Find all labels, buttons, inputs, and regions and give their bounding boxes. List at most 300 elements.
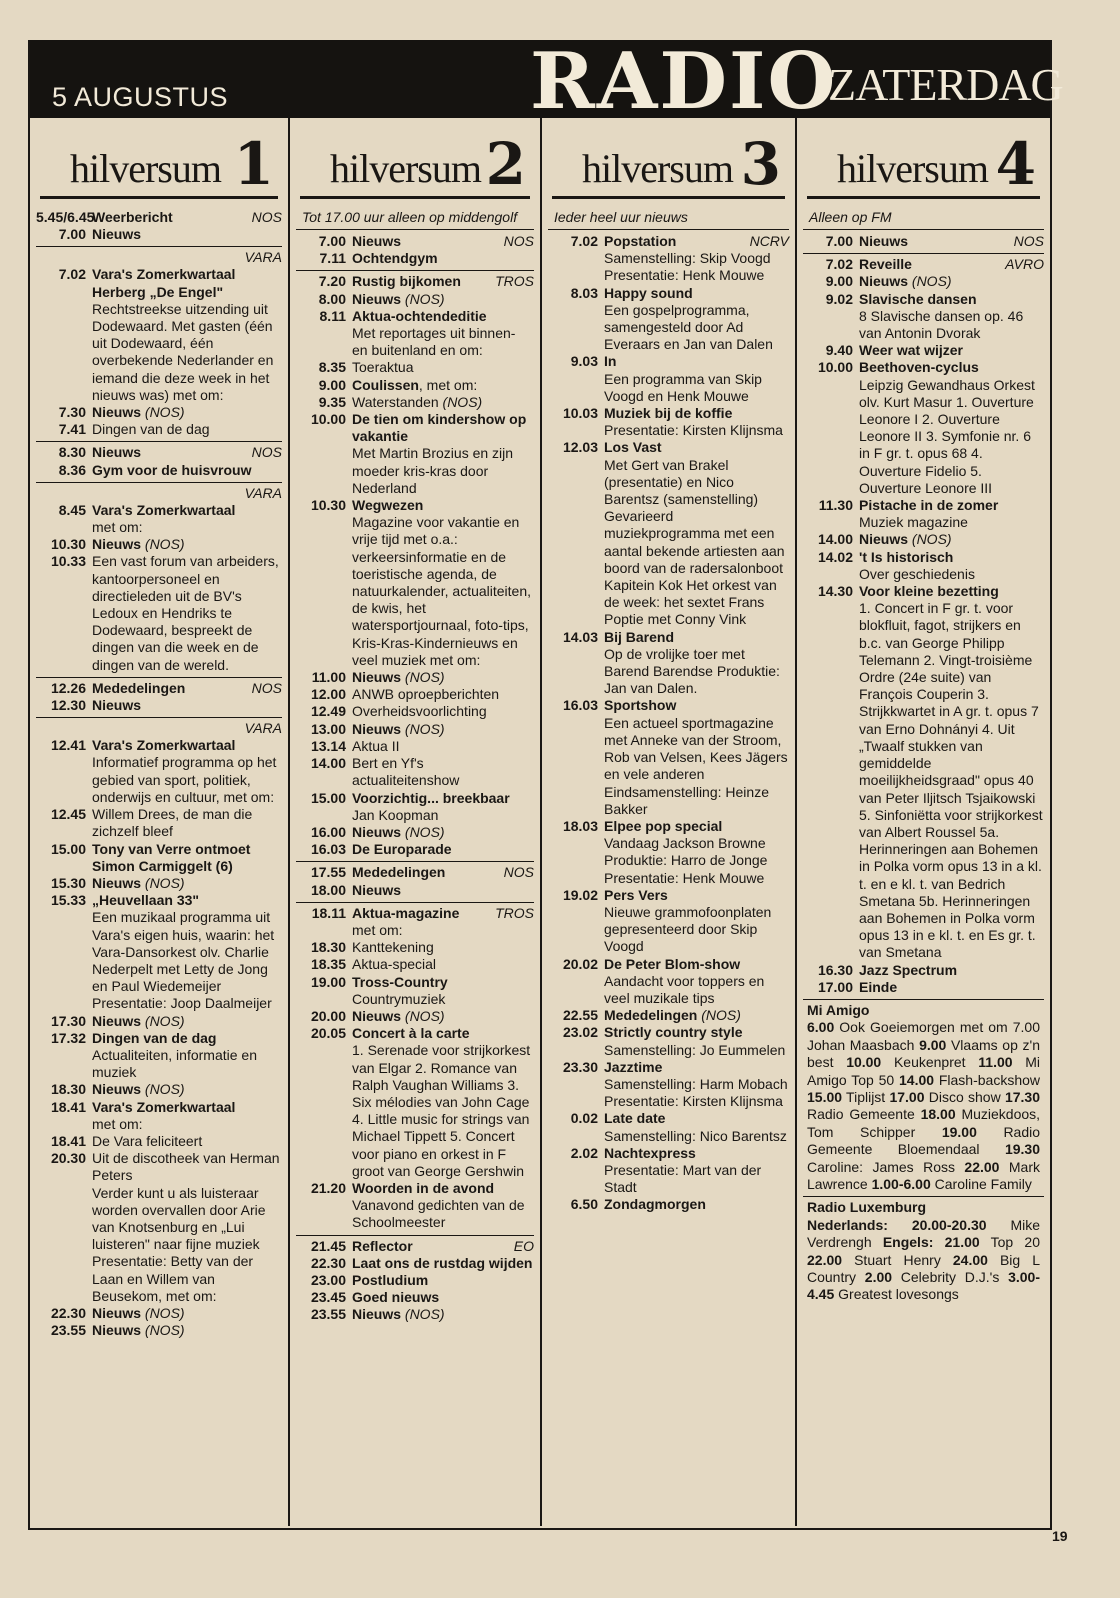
program-description: Een gospelprogramma, samengesteld door Ad Everaars en Jan van Dalen <box>604 301 773 353</box>
program-title-line <box>859 256 1044 273</box>
divider <box>36 441 282 442</box>
program-title-line <box>92 737 282 754</box>
program-title: 't Is historisch <box>859 548 954 565</box>
program-title-line <box>859 233 1044 250</box>
program-description: Over geschiedenis <box>859 565 975 582</box>
segment-program: Disco show <box>928 1088 1001 1105</box>
station-number: 3 <box>740 130 781 198</box>
program-body <box>604 1110 789 1144</box>
divider <box>36 717 282 718</box>
broadcaster-tag: NOS <box>503 864 534 881</box>
program-time: 6.50 <box>570 1196 598 1213</box>
program-source: (NOS) <box>144 874 185 891</box>
segment-time: 14.00 <box>899 1071 935 1088</box>
program-source: (NOS) <box>701 1007 741 1024</box>
program-description: 1. Serenade voor strijkorkest van Elgar 2. Romance van Ralph Vaughan Williams 3. Six mélodies van John Cage 4. Little music for strings van Michael Tippett 5. Concert voor piano en orkest in F groot van George Gershwin <box>352 1042 531 1179</box>
segment-program: Mark Lawrence <box>807 1158 1041 1192</box>
program-title-line <box>352 1272 534 1289</box>
program-time: 23.00 <box>310 1271 346 1288</box>
program-entry <box>803 962 1044 979</box>
program-title: Nieuws <box>92 444 142 461</box>
program-description: Samenstelling: Skip Voogd Presentatie: Henk Mouwe <box>604 250 771 284</box>
program-body <box>859 273 1044 290</box>
segment-program: Mike Verdrengh <box>807 1216 1040 1251</box>
program-time: 22.55 <box>562 1007 598 1024</box>
program-title: Bij Barend <box>604 628 675 645</box>
program-description: Countrymuziek <box>352 990 446 1007</box>
program-title-line <box>604 353 789 370</box>
program-entry <box>36 841 282 875</box>
divider <box>36 482 282 483</box>
program-time: 8.45 <box>58 501 86 518</box>
program-title: Concert à la carte <box>352 1025 470 1042</box>
program-title-line <box>604 818 789 835</box>
broadcaster-label: VARA <box>244 484 282 501</box>
station-schedule-paragraph <box>803 1199 1044 1303</box>
program-title-line <box>352 790 534 807</box>
program-description: Met Martin Brozius en zijn moeder kris-kras door Nederland <box>352 445 514 496</box>
program-body <box>352 1255 534 1272</box>
column-heading <box>552 118 785 199</box>
program-body <box>92 841 282 875</box>
broadcaster-tag: NOS <box>251 209 282 225</box>
program-body <box>859 233 1044 250</box>
segment-time: 6.00 <box>807 1019 835 1036</box>
program-entry <box>296 824 534 841</box>
program-description: Samenstelling: Harm Mobach Presentatie: Kirsten Klijnsma <box>604 1075 788 1110</box>
program-description: met om: <box>92 1115 143 1132</box>
program-body <box>604 1024 789 1058</box>
program-title: Beethoven-cyclus <box>859 359 979 376</box>
program-title: Happy sound <box>604 284 693 301</box>
program-body <box>604 405 789 439</box>
program-source: (NOS) <box>144 536 185 553</box>
program-entry <box>548 697 789 817</box>
program-title: Overheidsvoorlichting <box>352 703 487 720</box>
program-title: Jazz Spectrum <box>859 961 958 978</box>
program-title-line <box>92 421 282 438</box>
program-entry <box>296 721 534 738</box>
program-title-line <box>92 226 282 243</box>
program-entry <box>548 1196 789 1213</box>
program-time: 10.00 <box>817 359 853 376</box>
program-entry <box>296 291 534 308</box>
program-entry <box>36 536 282 553</box>
program-time: 0.02 <box>570 1110 598 1127</box>
program-entry <box>296 905 534 939</box>
program-body <box>604 818 789 887</box>
program-time: 17.55 <box>310 864 346 881</box>
station-name: hilversum <box>582 146 733 191</box>
program-time: 21.45 <box>310 1237 346 1254</box>
program-title-line <box>92 553 282 673</box>
program-entry <box>296 841 534 858</box>
program-source: (NOS) <box>911 531 952 548</box>
program-time: 8.00 <box>318 290 346 307</box>
program-body <box>352 273 534 290</box>
program-title-line <box>352 686 534 703</box>
segment-program: Big L Country <box>807 1251 1041 1286</box>
program-source: (NOS) <box>144 1012 185 1029</box>
program-time: 9.03 <box>570 353 598 370</box>
program-title-line <box>352 755 534 789</box>
program-title: Ochtendgym <box>352 250 438 267</box>
program-time: 11.00 <box>311 669 346 686</box>
program-title: Postludium <box>352 1271 429 1288</box>
program-entry <box>548 405 789 439</box>
program-description: 8 Slavische dansen op. 46 van Antonin Dvorak <box>859 307 1024 342</box>
station-number: 4 <box>995 130 1036 198</box>
program-source: (NOS) <box>404 669 445 686</box>
program-source: (NOS) <box>404 1007 445 1024</box>
program-entry <box>548 887 789 956</box>
program-title-line <box>859 962 1044 979</box>
program-body <box>352 411 534 497</box>
program-time: 14.02 <box>817 548 853 565</box>
program-entry <box>296 497 534 669</box>
program-time: 18.00 <box>310 881 346 898</box>
program-entry <box>36 1305 282 1322</box>
column-note: Ieder heel uur nieuws <box>548 209 789 230</box>
program-body <box>604 353 789 405</box>
program-title: Woorden in de avond <box>352 1179 495 1196</box>
program-title: De tien om kindershow op vakantie <box>352 411 527 445</box>
station-name: hilversum <box>330 146 481 191</box>
segment-program: Keukenpret <box>893 1054 966 1071</box>
program-description: Met Gert van Brakel (presentatie) en Nico Barentsz (samenstelling) Gevarieerd muziekprogramma met een aantal bekende artiesten aan boord van de radersalonboot Kapitein Kok Het orkest van de week: het sextet Frans Poptie met Conny Vink <box>604 456 785 628</box>
program-title: De Peter Blom-show <box>604 955 741 972</box>
program-entry <box>296 394 534 411</box>
program-title-line <box>352 1238 534 1255</box>
program-body <box>92 1081 282 1098</box>
program-entry <box>548 353 789 405</box>
program-body <box>859 497 1044 531</box>
program-body <box>352 233 534 250</box>
program-title: Einde <box>859 978 898 995</box>
column-heading <box>40 118 278 199</box>
program-entry <box>296 1025 534 1180</box>
program-title: Coulissen <box>352 376 419 393</box>
program-entry <box>296 755 534 789</box>
program-entry <box>36 421 282 438</box>
program-body <box>352 755 534 789</box>
program-title-line <box>92 1030 282 1047</box>
divider <box>803 999 1044 1000</box>
program-body <box>92 892 282 1012</box>
divider <box>36 677 282 678</box>
program-time: 20.00 <box>310 1007 346 1024</box>
program-title-line <box>352 974 534 991</box>
program-title-line <box>352 250 534 267</box>
program-title: Nieuws <box>352 823 402 840</box>
program-title-line <box>352 1255 534 1272</box>
program-time: 8.35 <box>318 359 346 376</box>
program-title-line <box>92 697 282 714</box>
program-body <box>859 256 1044 273</box>
program-title-line <box>604 1110 789 1127</box>
program-time: 17.32 <box>50 1029 86 1046</box>
program-body <box>352 359 534 376</box>
program-time: 10.33 <box>50 553 86 570</box>
program-title-line <box>92 1322 282 1339</box>
program-title: Aktua-special <box>352 956 437 973</box>
program-entry <box>296 1238 534 1255</box>
program-title-line <box>859 583 1044 600</box>
program-time: 21.20 <box>310 1179 346 1196</box>
program-time: 7.20 <box>318 273 346 290</box>
program-description: 1. Concert in F gr. t. voor blokfluit, fagot, strijkers en b.c. van George Philipp Telemann 2. Vingt-troisième Ordre (24e suite) van François Couperin 3. Strijkkwartet in A gr. t. opus 7 van Erno Dohnányi 4. Uit „Twaalf stukken van gemiddelde moeilijkheidsgraad" opus 40 van Peter Iljitsch Tsjaikowski 5. Sinfoniëtta voor strijkorkest van Albert Roussel 5a. Herinneringen aan Bohemen in Polka vorm opus 13 in a kl. t. en e kl. t. van Bedrich Smetana 5b. Herinneringen aan Bohemen in Polka vorm opus 13 in e kl. t. en Es gr. t. van Smetana <box>859 600 1043 961</box>
program-entry <box>36 1013 282 1030</box>
program-title-line <box>352 411 534 445</box>
divider <box>296 861 534 862</box>
program-description: Rechtstreekse uitzending uit Dodewaard. Met gasten (één uit Dodewaard, één overbekende Nederlander en iemand die deze week in het nieuws was) met om: <box>92 300 274 403</box>
program-title: Sportshow <box>604 697 677 714</box>
divider <box>296 270 534 271</box>
program-title: Nieuws <box>352 233 402 249</box>
paragraph-title: Mi Amigo <box>807 1001 870 1018</box>
station-schedule-paragraph <box>803 1002 1044 1193</box>
program-time: 20.02 <box>562 955 598 972</box>
program-body <box>859 549 1044 583</box>
station-column-hilversum-4 <box>797 118 1050 1526</box>
program-title: Popstation <box>604 233 677 249</box>
program-time: 13.14 <box>310 737 346 754</box>
program-entry <box>296 790 534 824</box>
program-title-line <box>352 939 534 956</box>
program-entry <box>36 553 282 673</box>
program-title: Voorzichtig... breekbaar <box>352 789 510 806</box>
program-body <box>352 497 534 669</box>
program-source: (NOS) <box>404 290 445 307</box>
divider <box>296 902 534 903</box>
program-body <box>92 1322 282 1339</box>
program-title-line <box>352 956 534 973</box>
program-description: Jan Koopman <box>352 806 439 823</box>
program-title: Tony van Verre ontmoet Simon Carmiggelt (6) <box>92 840 251 874</box>
segment-time: 17.30 <box>1004 1088 1040 1105</box>
program-body <box>92 1099 282 1133</box>
program-description: Verder kunt u als luisteraar worden overvallen door Arie van Knotsenburg en „Lui luisteren" naar fijne muziek Presentatie: Betty van der Laan en Willem van Beusekom, met om: <box>92 1184 266 1304</box>
program-body <box>92 737 282 806</box>
column-note: Alleen op FM <box>803 209 1044 230</box>
broadcaster-tag: AVRO <box>1005 256 1044 273</box>
program-time: 12.00 <box>310 686 346 703</box>
program-time: 15.33 <box>50 892 86 909</box>
program-entry <box>36 1081 282 1098</box>
program-body <box>92 553 282 673</box>
program-title-line <box>352 841 534 858</box>
program-title: Nieuws <box>92 874 142 891</box>
program-time: 7.02 <box>58 266 86 283</box>
program-title-line <box>352 864 534 881</box>
program-entry <box>803 549 1044 583</box>
segment-time: 22.00 <box>807 1251 843 1268</box>
segment-time: 22.00 <box>964 1158 1000 1175</box>
program-title-line <box>352 824 534 841</box>
program-title-line <box>352 359 534 376</box>
program-description: Op de vrolijke toer met Barend Barendse Produktie: Jan van Dalen. <box>604 645 780 697</box>
program-title: Weerbericht <box>92 209 173 225</box>
segment-time: 10.00 <box>846 1054 882 1071</box>
program-body <box>352 1272 534 1289</box>
program-body <box>92 404 282 421</box>
program-description: Informatief programma op het gebied van sport, politiek, onderwijs en cultuur, met om: <box>92 754 277 805</box>
segment-time: 19.00 <box>941 1123 977 1140</box>
program-title: Strictly country style <box>604 1024 743 1041</box>
program-source: (NOS) <box>144 404 185 421</box>
program-entry <box>296 686 534 703</box>
segment-time: 2.00 <box>864 1269 893 1286</box>
broadcaster-tag: NCRV <box>749 233 789 249</box>
program-title: Weer wat wijzer <box>859 342 964 359</box>
program-title-suffix: , met om: <box>418 376 478 393</box>
program-title: Dingen van de dag <box>92 421 210 438</box>
program-time: 23.02 <box>562 1024 598 1041</box>
program-title: Mededelingen <box>92 679 186 696</box>
program-description: Presentatie: Kirsten Klijnsma <box>604 422 783 439</box>
program-description: Vandaag Jackson Browne Produktie: Harro de Jonge Presentatie: Henk Mouwe <box>604 835 768 886</box>
program-title-line <box>352 1289 534 1306</box>
program-title: Willem Drees, de man die zichzelf bleef <box>92 806 253 840</box>
program-entry <box>36 892 282 1012</box>
program-title-line <box>352 703 534 720</box>
program-title: Zondagmorgen <box>604 1196 706 1213</box>
program-entry <box>36 444 282 461</box>
program-title: Nieuws <box>92 1012 142 1029</box>
segment-program: Radio Gemeente <box>807 1106 915 1123</box>
program-title: Pers Vers <box>604 886 668 903</box>
segment-time: Engels: <box>882 1234 934 1251</box>
program-source: (NOS) <box>442 393 483 410</box>
program-entry <box>296 359 534 376</box>
program-title: Nieuws <box>352 669 402 686</box>
program-entry <box>36 404 282 421</box>
program-body <box>352 841 534 858</box>
program-body <box>92 1013 282 1030</box>
program-entry <box>296 250 534 267</box>
program-time: 18.11 <box>311 904 346 921</box>
program-title: Nieuws <box>859 531 909 548</box>
column-heading <box>807 118 1040 199</box>
broadcaster-tag: NOS <box>1013 233 1044 249</box>
program-title-line <box>352 669 534 686</box>
program-title-line <box>92 1150 282 1184</box>
program-time: 19.02 <box>562 886 598 903</box>
broadcaster-tag: NOS <box>251 679 282 696</box>
program-body <box>352 1306 534 1323</box>
program-description: Met reportages uit binnen- en buitenland en om: <box>352 325 516 359</box>
program-body <box>604 1145 789 1197</box>
program-title: Aktua-magazine <box>352 904 460 921</box>
program-source: (NOS) <box>911 273 952 290</box>
program-title: Goed nieuws <box>352 1289 440 1306</box>
program-title-line <box>604 697 789 714</box>
program-entry <box>36 502 282 536</box>
program-title-line <box>92 1013 282 1030</box>
program-body <box>352 721 534 738</box>
paragraph-title: Radio Luxemburg <box>807 1199 927 1216</box>
program-entry <box>548 1024 789 1058</box>
program-entry <box>548 629 789 698</box>
program-entry <box>296 1180 534 1232</box>
broadcaster-label: VARA <box>244 249 282 266</box>
column-note: Tot 17.00 uur alleen op middengolf <box>296 209 534 230</box>
program-entry <box>296 1008 534 1025</box>
program-entry <box>36 875 282 892</box>
program-body <box>352 250 534 267</box>
program-title-line <box>92 502 282 519</box>
program-body <box>604 697 789 817</box>
program-body <box>352 1180 534 1232</box>
program-entry <box>548 285 789 354</box>
program-body <box>92 266 282 404</box>
program-title: Nieuws <box>859 233 909 249</box>
station-column-hilversum-1 <box>30 118 290 1526</box>
program-title: In <box>604 353 617 370</box>
segment-program: Top 20 <box>990 1234 1040 1251</box>
program-body <box>859 531 1044 548</box>
program-source: (NOS) <box>404 720 445 737</box>
program-entry <box>296 669 534 686</box>
program-source: (NOS) <box>144 1304 185 1321</box>
program-time: 14.00 <box>310 755 346 772</box>
program-title: ANWB oproepberichten <box>352 686 500 703</box>
program-time: 20.30 <box>50 1150 86 1167</box>
program-title-line <box>352 882 534 899</box>
program-title-line <box>92 1081 282 1098</box>
program-title: Bert en Yf's actualiteitenshow <box>352 755 460 789</box>
segment-time: 9.00 <box>919 1036 947 1053</box>
program-time: 7.00 <box>58 226 86 243</box>
program-title: Pistache in de zomer <box>859 497 999 514</box>
divider <box>36 246 282 247</box>
program-entry <box>296 1289 534 1306</box>
program-body <box>604 285 789 354</box>
program-time: 19.00 <box>310 973 346 990</box>
program-title-line <box>352 273 534 290</box>
program-time: 22.30 <box>50 1304 86 1321</box>
program-description: met om: <box>352 921 403 938</box>
program-title-line <box>604 887 789 904</box>
program-time: 12.49 <box>310 703 346 720</box>
program-entry <box>36 737 282 806</box>
station-column-hilversum-3 <box>542 118 797 1526</box>
program-title-line <box>92 1133 282 1150</box>
program-title: Uit de discotheek van Herman Peters <box>92 1150 280 1184</box>
program-title-line <box>92 680 282 697</box>
program-title: Kanttekening <box>352 939 434 956</box>
program-time: 14.00 <box>817 531 853 548</box>
program-description: Een muzikaal programma uit Vara's eigen huis, waarin: het Vara-Dansorkest olv. Charlie Nederpelt met Letty de Jong en Paul Wiedemeijer Presentatie: Joop Daalmeijer <box>92 909 275 1012</box>
program-time: 11.30 <box>818 497 853 514</box>
program-time: 23.30 <box>562 1058 598 1075</box>
program-entry <box>548 439 789 628</box>
program-body <box>604 1059 789 1111</box>
day-label: ZATERDAG <box>828 59 1063 110</box>
program-time: 15.00 <box>310 789 346 806</box>
segment-time: 1.00-6.00 <box>871 1176 931 1192</box>
program-title-line <box>859 342 1044 359</box>
broadcaster-tag: TROS <box>495 904 534 921</box>
program-title-line <box>604 405 789 422</box>
program-time: 9.35 <box>318 393 346 410</box>
program-time: 12.03 <box>562 439 598 456</box>
program-title-line <box>352 738 534 755</box>
program-time: 8.30 <box>58 444 86 461</box>
program-entry <box>296 939 534 956</box>
program-body <box>352 377 534 394</box>
program-title: Slavische dansen <box>859 290 977 307</box>
